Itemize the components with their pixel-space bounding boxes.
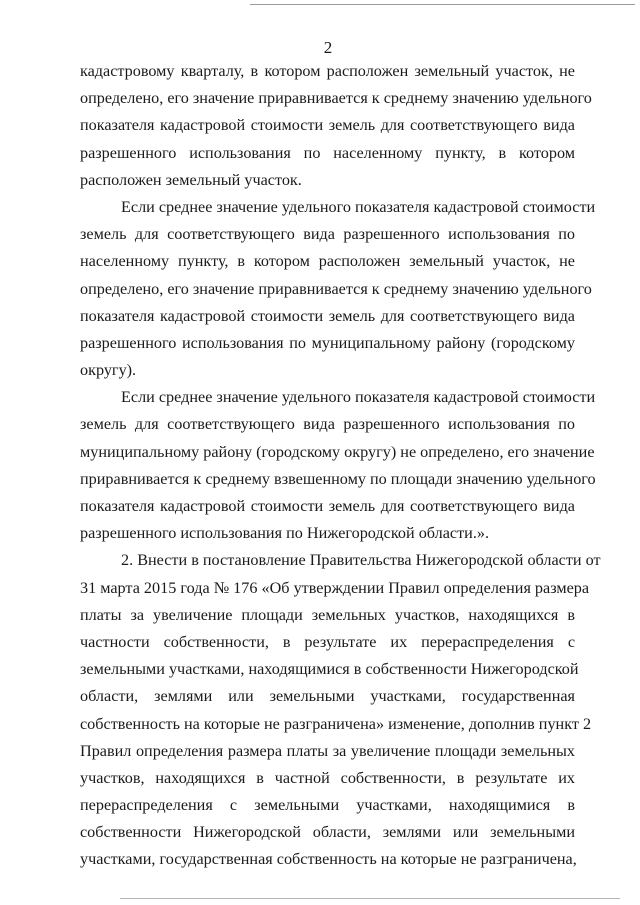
text-line: Правил определения размера платы за увеличение площади земельных <box>80 741 575 760</box>
text-line: Если среднее значение удельного показателя кадастровой стоимости <box>121 197 596 216</box>
text-line: показателя кадастровой стоимости земель для соответствующего вида <box>80 497 575 515</box>
text-line: показателя кадастровой стоимости земель для соответствующего вида <box>80 306 575 325</box>
text-line: разрешенного использования по населенному пункту, в котором <box>80 143 575 162</box>
text-line: кадастровому кварталу, в котором расположен земельный участок, не <box>80 62 575 80</box>
text-line: населенному пункту, в котором расположен земельный участок, не <box>80 252 575 271</box>
text-line: земель для соответствующего вида разрешенного использования по <box>80 225 575 244</box>
text-line: разрешенного использования по муниципальному району (городскому <box>80 333 575 352</box>
scan-edge-top <box>250 4 635 5</box>
text-line: участками, государственная собственность на которые не разграничена, <box>80 850 577 869</box>
text-line: Если среднее значение удельного показателя кадастровой стоимости <box>121 388 596 407</box>
text-line: приравнивается к среднему взвешенному по площади значению удельного <box>80 469 596 488</box>
text-line: 31 марта 2015 года № 176 «Об утверждении Правил определения размера <box>80 578 590 597</box>
text-line: собственность на которые не разграничена» изменение, дополнив пункт 2 <box>80 714 592 733</box>
document-body <box>80 58 601 874</box>
text-line: разрешенного использования по Нижегородской области.». <box>80 524 490 543</box>
text-line: земельными участками, находящимися в собственности Нижегородской <box>80 660 579 679</box>
text-line: округу). <box>80 361 137 380</box>
text-line: перераспределения с земельными участками, находящимися в <box>80 796 575 815</box>
page-number: 2 <box>323 38 333 57</box>
text-line: расположен земельный участок. <box>80 170 302 189</box>
text-line: 2. Внести в постановление Правительства Нижегородской области от <box>121 551 601 570</box>
text-line: области, землями или земельными участками, государственная <box>80 687 575 706</box>
text-line: определено, его значение приравнивается к среднему значению удельного <box>80 279 592 298</box>
text-line: земель для соответствующего вида разрешенного использования по <box>80 415 575 434</box>
text-line: муниципальному району (городскому округу) не определено, его значение <box>80 442 595 461</box>
text-line: участков, находящихся в частной собственности, в результате их <box>80 768 575 787</box>
text-line: платы за увеличение площади земельных участков, находящихся в <box>80 605 575 624</box>
text-line: собственности Нижегородской области, землями или земельными <box>80 823 575 842</box>
text-line: частности собственности, в результате их перераспределения с <box>80 632 575 651</box>
text-line: показателя кадастровой стоимости земель для соответствующего вида <box>80 116 575 135</box>
text-line: определено, его значение приравнивается к среднему значению удельного <box>80 89 592 108</box>
scan-edge-bottom <box>120 898 620 899</box>
